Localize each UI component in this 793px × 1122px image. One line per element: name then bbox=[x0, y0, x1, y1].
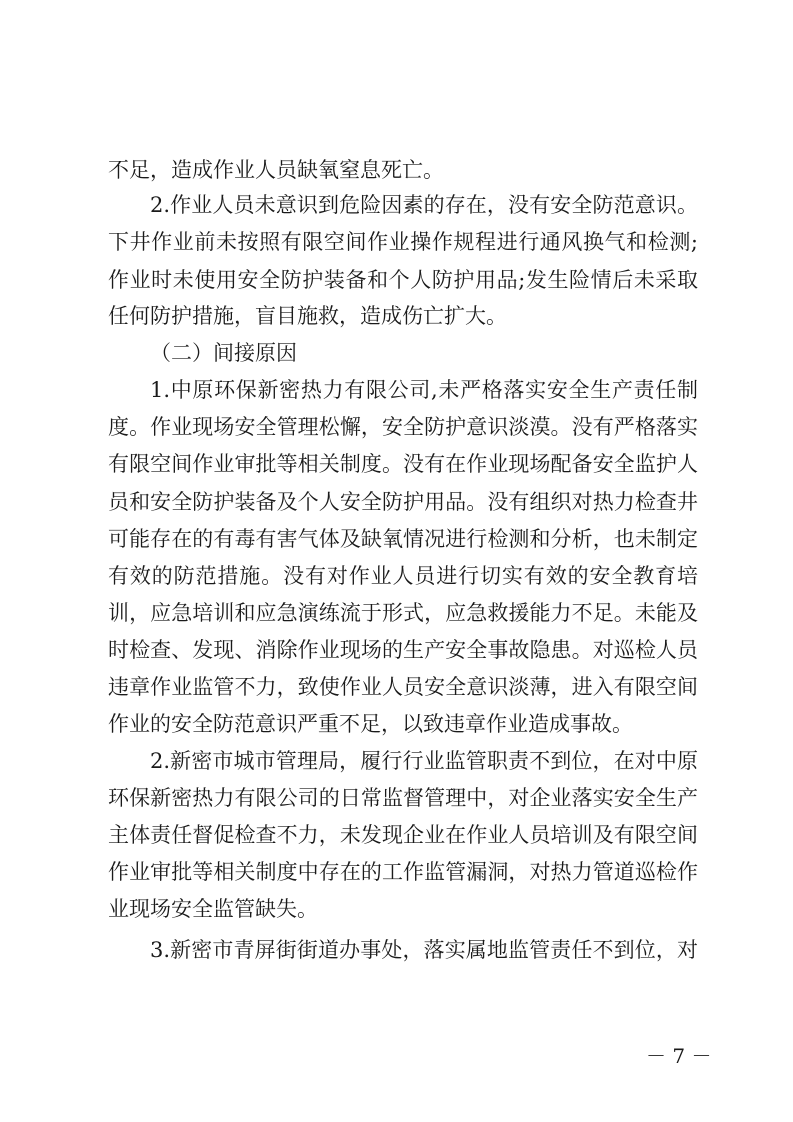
section-heading: （二）间接原因 bbox=[150, 341, 297, 365]
text-line: 主体责任督促检查不力，未发现企业在作业人员培训及有限空间 bbox=[108, 823, 698, 847]
page-number: － 7 － bbox=[646, 1044, 712, 1068]
text-line: 1.中原环保新密热力有限公司,未严格落实安全生产责任制 bbox=[150, 378, 698, 402]
text-line: 员和安全防护装备及个人安全防护用品。没有组织对热力检查井 bbox=[108, 490, 698, 514]
text-line: 任何防护措施，盲目施救，造成伤亡扩大。 bbox=[108, 304, 507, 328]
text-line: 有限空间作业审批等相关制度。没有在作业现场配备安全监护人 bbox=[108, 452, 698, 476]
text-line: 2.作业人员未意识到危险因素的存在，没有安全防范意识。 bbox=[150, 193, 698, 217]
text-line: 可能存在的有毒有害气体及缺氧情况进行检测和分析，也未制定 bbox=[108, 527, 698, 551]
text-line: 作业审批等相关制度中存在的工作监管漏洞，对热力管道巡检作 bbox=[108, 860, 698, 884]
text-line: 时检查、发现、消除作业现场的生产安全事故隐患。对巡检人员 bbox=[108, 638, 698, 662]
text-line: 环保新密热力有限公司的日常监督管理中，对企业落实安全生产 bbox=[108, 786, 698, 810]
text-line: 业现场安全监管缺失。 bbox=[108, 897, 318, 921]
text-line: 3.新密市青屏街街道办事处，落实属地监管责任不到位，对 bbox=[150, 938, 698, 962]
text-line: 作业时未使用安全防护装备和个人防护用品;发生险情后未采取 bbox=[108, 268, 698, 292]
text-line: 不足，造成作业人员缺氧窒息死亡。 bbox=[108, 158, 444, 182]
text-line: 作业的安全防范意识严重不足，以致违章作业造成事故。 bbox=[108, 712, 633, 736]
text-line: 度。作业现场安全管理松懈，安全防护意识淡漠。没有严格落实 bbox=[108, 415, 698, 439]
text-line: 下井作业前未按照有限空间作业操作规程进行通风换气和检测; bbox=[108, 230, 698, 254]
text-line: 训，应急培训和应急演练流于形式，应急救援能力不足。未能及 bbox=[108, 601, 698, 625]
text-line: 违章作业监管不力，致使作业人员安全意识淡薄，进入有限空间 bbox=[108, 675, 698, 699]
text-line: 有效的防范措施。没有对作业人员进行切实有效的安全教育培 bbox=[108, 564, 698, 588]
text-line: 2.新密市城市管理局，履行行业监管职责不到位，在对中原 bbox=[150, 749, 698, 773]
